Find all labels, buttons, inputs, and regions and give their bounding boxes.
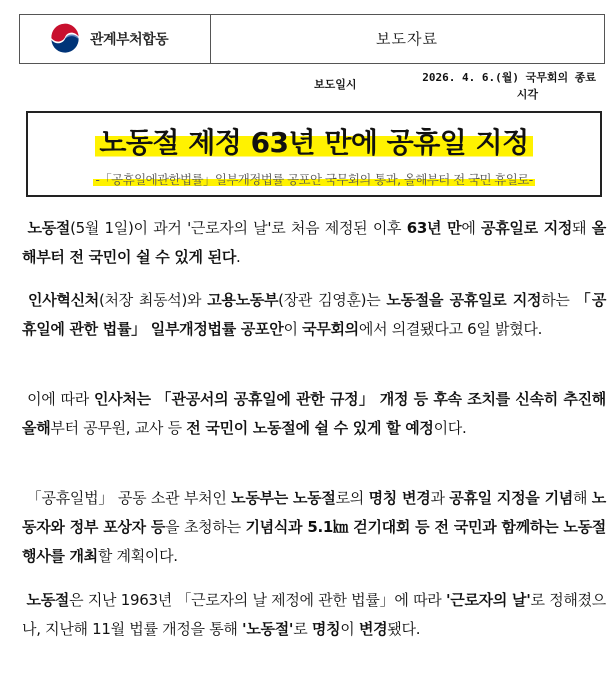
release-info — [0, 68, 616, 104]
release-label: 보도일시 — [314, 78, 357, 91]
paragraph-2 — [22, 286, 606, 344]
text-run: 명칭 변경 — [368, 489, 431, 507]
text-run: 을 초청하는 — [165, 518, 246, 536]
text-run: 공휴일로 지정 — [481, 219, 573, 237]
text-run: 전 국민이 노동절에 쉴 수 있게 할 예정 — [186, 419, 434, 437]
text-run: 이다. — [433, 419, 467, 437]
logo-cell — [20, 15, 211, 63]
paragraph-4 — [22, 484, 606, 571]
text-run: 로의 — [335, 489, 369, 507]
release-value-line1: 2026. 4. 6.(월) 국무회의 종료 — [422, 71, 596, 84]
text-run: . — [236, 248, 241, 266]
text-run: 이 — [283, 320, 303, 338]
text-run: 로 정해졌으나, 지난해 11월 법률 개정을 통해 — [22, 591, 606, 638]
paragraph-1 — [22, 214, 606, 272]
text-run: 「공휴일법」 공동 소관 부처인 — [26, 489, 232, 507]
release-value-line2: 시각 — [516, 88, 538, 101]
text-run: 에서 의결됐다고 6일 밝혔다. — [358, 320, 543, 338]
text-run: 할 계획이다. — [97, 547, 178, 565]
text-run: 로 — [293, 620, 312, 638]
paragraph-5 — [22, 586, 606, 644]
text-run: 하는 — [541, 291, 576, 309]
text-run: 「공휴일에 관한 법률」 일부개정법률 공포안 — [22, 291, 607, 338]
text-run: '근로자의 날' — [446, 591, 531, 609]
text-run: 해 — [572, 489, 592, 507]
text-run: 올해부터 전 국민이 쉴 수 있게 된다 — [22, 219, 606, 266]
text-run: 명칭 — [311, 620, 341, 638]
text-run: 노동자와 정부 포상자 등 — [22, 489, 606, 536]
text-run: 국무회의 — [302, 320, 359, 338]
text-run: 노동절을 공휴일로 지정 — [386, 291, 542, 309]
org-name: 관계부처합동 — [90, 32, 169, 48]
text-run: 됐다. — [387, 620, 421, 638]
headline-title: 노동절 제정 63년 만에 공휴일 지정 — [95, 126, 532, 159]
release-datetime — [400, 69, 596, 103]
text-run: 고용노동부 — [207, 291, 279, 309]
text-run: 인사혁신처 — [28, 291, 99, 309]
text-run: 과 — [430, 489, 450, 507]
government-emblem-icon — [48, 22, 82, 56]
header-box — [19, 14, 605, 64]
doc-type: 보도자료 — [376, 30, 438, 48]
text-run: 돼 — [572, 219, 592, 237]
text-run: 63년 만 — [406, 219, 462, 237]
text-run: (장관 김영훈)는 — [278, 291, 387, 309]
text-run: (5월 1일)이 과거 '근로자의 날'로 처음 제정된 이후 — [70, 219, 407, 237]
headline-box — [26, 111, 602, 197]
text-run: 인사처는 「관공서의 공휴일에 관한 규정」 개정 등 후속 조치를 신속히 추진해 올해 — [22, 390, 606, 437]
text-run: 노동절 — [27, 219, 71, 237]
paragraph-3 — [22, 385, 606, 443]
text-run: 노동절 — [26, 591, 70, 609]
text-run: 이에 따라 — [27, 390, 94, 408]
text-run: 기념식과 5.1㎞ 걷기대회 등 전 국민과 함께하는 노동절 행사를 개최 — [22, 518, 607, 565]
text-run: 공휴일 지정을 기념 — [449, 489, 573, 507]
headline-subtitle: -「공휴일에관한법률」일부개정법률 공포안 국무회의 통과, 올해부터 전 국민 휴일로- — [95, 172, 533, 187]
text-run: '노동절' — [242, 620, 294, 638]
text-run: 노동부는 노동절 — [231, 489, 336, 507]
text-run: 에 — [461, 219, 481, 237]
text-run: (처장 최동석)와 — [98, 291, 208, 309]
text-run: 이 — [340, 620, 359, 638]
text-run: 은 지난 1963년 「근로자의 날 제정에 관한 법률」에 따라 — [69, 591, 446, 609]
text-run: 변경 — [358, 620, 388, 638]
text-run: 부터 공무원, 교사 등 — [50, 419, 187, 437]
